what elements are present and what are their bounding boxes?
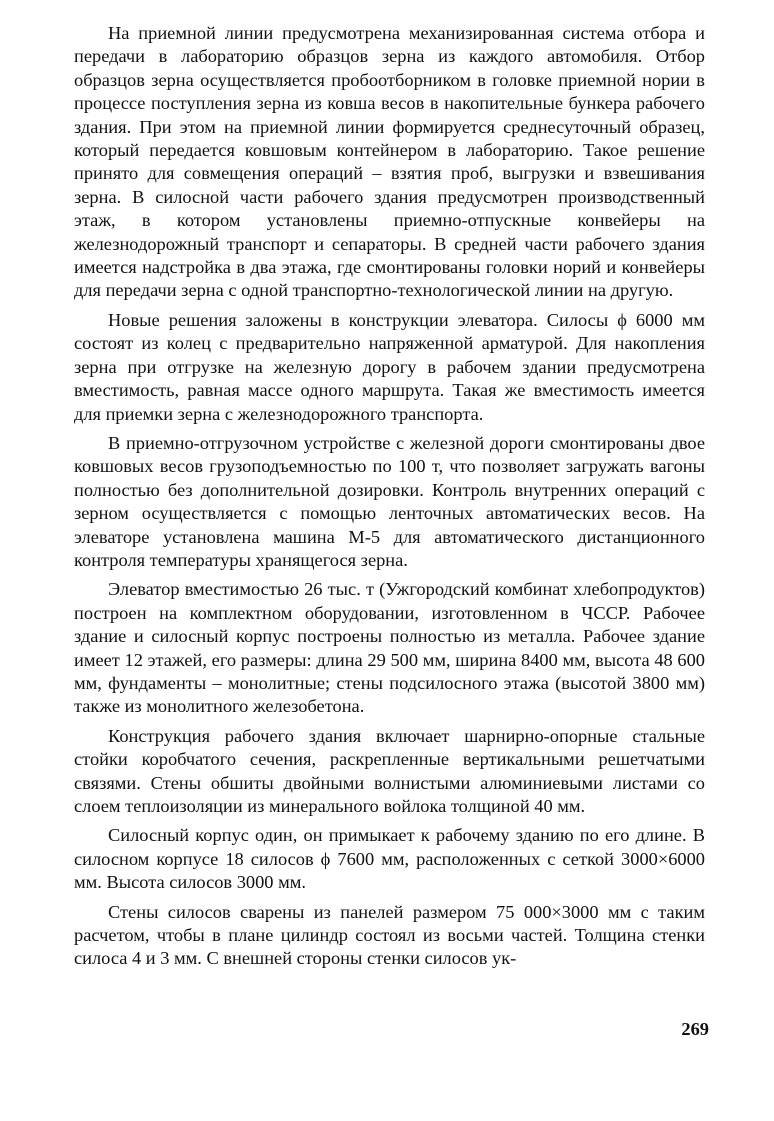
paragraph-4: Элеватор вместимостью 26 тыс. т (Ужгородский комбинат хлебопродуктов) построен на комплектном оборудовании, изготовленном в ЧССР. Рабочее здание и силосный корпус построены полностью из металла. Рабочее здание имеет 12 этажей, его размеры: длина 29 500 мм, ширина 8400 мм, высота 48 600 мм, фундаменты – монолитные; стены подсилосного этажа (высотой 3800 мм) также из монолитного железобетона. <box>74 579 705 717</box>
paragraph-6: Силосный корпус один, он примыкает к рабочему зданию по его длине. В силосном корпусе 18 силосов ϕ 7600 мм, расположенных с сеткой 3000×6000 мм. Высота силосов 3000 мм. <box>74 825 705 893</box>
page-number: 269 <box>681 1019 709 1039</box>
paragraph-1: На приемной линии предусмотрена механизированная система отбора и передачи в лабораторию образцов зерна из каждого автомобиля. Отбор образцов зерна осуществляется пробоотборником в головке приемной нории в процессе поступления зерна из ковша весов в накопительные бункера рабочего здания. При этом на приемной линии формируется среднесуточный образец, который передается ковшовым контейнером в лабораторию. Такое решение принято для совмещения операций – взятия проб, выгрузки и взвешивания зерна. В силосной части рабочего здания предусмотрен производственный этаж, в котором установлены приемно-отпускные конвейеры на железнодорожный транспорт и сепараторы. В средней части рабочего здания имеется надстройка в два этажа, где смонтированы головки норий и конвейеры для передачи зерна с одной транспортно-технологической линии на другую. <box>74 23 705 301</box>
body-text <box>74 22 705 977</box>
paragraph-2: Новые решения заложены в конструкции элеватора. Силосы ϕ 6000 мм состоят из колец с предварительно напряженной арматурой. Для накопления зерна при отгрузке на железную дорогу в рабочем здании предусмотрена вместимость, равная массе одного маршрута. Такая же вместимость имеется для приемки зерна с железнодорожного транспорта. <box>74 309 705 424</box>
paragraph-5: Конструкция рабочего здания включает шарнирно-опорные стальные стойки коробчатого сечения, раскрепленные вертикальными решетчатыми связями. Стены обшиты двойными волнистыми алюминиевыми листами со слоем теплоизоляции из минерального войлока толщиной 40 мм. <box>74 725 705 816</box>
paragraph-3: В приемно-отгрузочном устройстве с железной дороги смонтированы двое ковшовых весов грузоподъемностью по 100 т, что позволяет загружать вагоны полностью без дополнительной дозировки. Контроль внутренних операций с зерном осуществляется с помощью ленточных автоматических весов. На элеваторе установлена машина М-5 для автоматического дистанционного контроля температуры хранящегося зерна. <box>74 432 705 570</box>
paragraph-7: Стены силосов сварены из панелей размером 75 000×3000 мм с таким расчетом, чтобы в плане цилиндр состоял из восьми частей. Толщина стенки силоса 4 и 3 мм. С внешней стороны стенки силосов ук- <box>74 901 705 969</box>
